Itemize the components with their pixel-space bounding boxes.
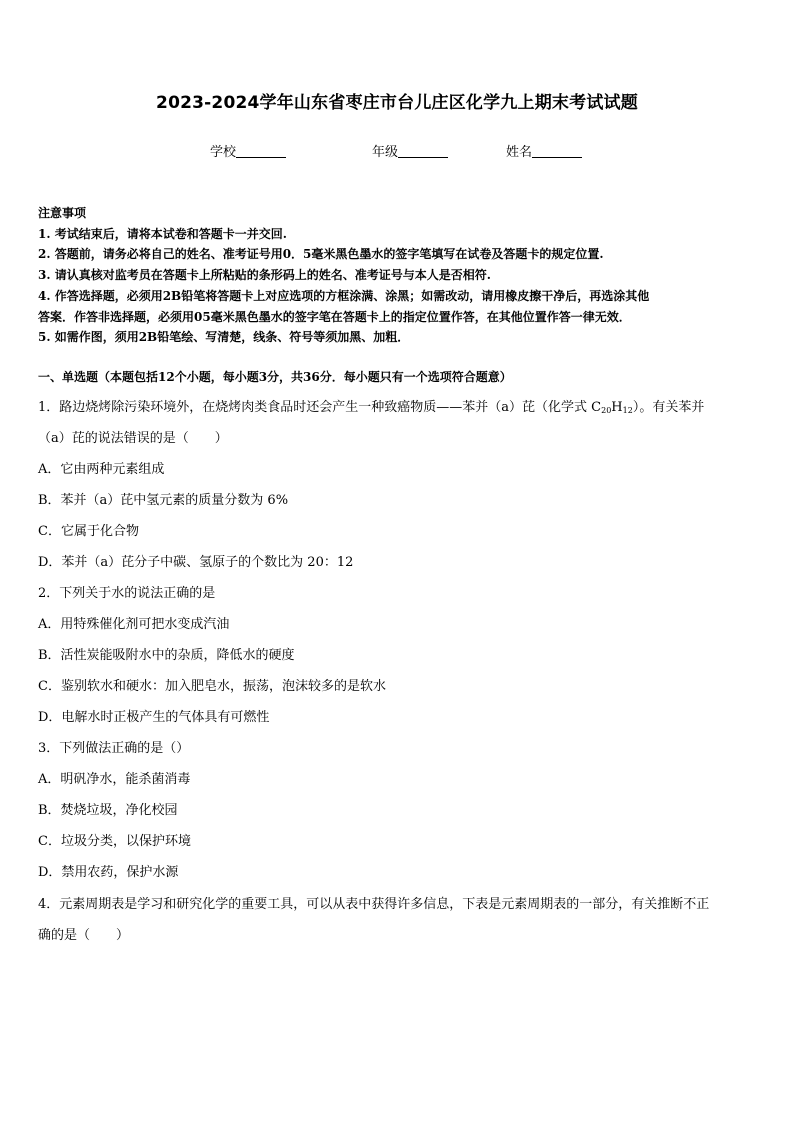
grade-blank[interactable] bbox=[398, 143, 448, 158]
notice-item: 答案．作答非选择题，必须用05毫米黑色墨水的签字笔在答题卡上的指定位置作答，在其他位置作答一律无效． bbox=[38, 309, 631, 324]
question-4-stem-cont: 确的是（ ） bbox=[38, 928, 130, 943]
question-1-stem bbox=[38, 396, 704, 415]
q1-option-d: D．苯并（a）芘分子中碳、氢原子的个数比为 20：12 bbox=[38, 555, 354, 570]
question-2-stem: 2．下列关于水的说法正确的是 bbox=[38, 586, 216, 601]
grade-field[interactable] bbox=[372, 141, 448, 160]
page-title: 2023-2024学年山东省枣庄市台儿庄区化学九上期末考试试题 bbox=[156, 93, 638, 113]
notice-item: 2. 答题前，请务必将自己的姓名、准考证号用0．5毫米黑色墨水的签字笔填写在试卷及答题卡的规定位置. bbox=[38, 247, 604, 262]
notice-item: 3. 请认真核对监考员在答题卡上所粘贴的条形码上的姓名、准考证号与本人是否相符. bbox=[38, 268, 491, 283]
q1-hydrogen-symbol: H bbox=[611, 400, 623, 415]
school-label: 学校 bbox=[210, 145, 237, 160]
q2-option-b: B．活性炭能吸附水中的杂质，降低水的硬度 bbox=[38, 648, 295, 663]
question-3-stem: 3．下列做法正确的是（） bbox=[38, 741, 190, 756]
q1-stem-text: 1．路边烧烤除污染环境外，在烧烤肉类食品时还会产生一种致癌物质——苯并（a）芘（化学式 C bbox=[38, 400, 602, 415]
q3-option-b: B．焚烧垃圾，净化校园 bbox=[38, 803, 178, 818]
name-blank[interactable] bbox=[532, 143, 582, 158]
name-label: 姓名 bbox=[506, 145, 533, 160]
question-1-stem-cont: （a）芘的说法错误的是（ ） bbox=[38, 431, 228, 446]
q2-option-a: A．用特殊催化剂可把水变成汽油 bbox=[38, 617, 230, 632]
q3-option-d: D．禁用农药，保护水源 bbox=[38, 865, 179, 880]
question-4-stem: 4．元素周期表是学习和研究化学的重要工具，可以从表中获得许多信息，下表是元素周期表的一部分，有关推断不正 bbox=[38, 897, 710, 912]
section-title: 一、单选题（本题包括12个小题，每小题3分，共36分．每小题只有一个选项符合题意） bbox=[38, 370, 512, 384]
grade-label: 年级 bbox=[372, 145, 399, 160]
q1-stem-text-end: ）。有关苯并 bbox=[632, 400, 705, 415]
q3-option-a: A．明矾净水，能杀菌消毒 bbox=[38, 772, 191, 787]
q1-option-b: B．苯并（a）芘中氢元素的质量分数为 6% bbox=[38, 493, 289, 508]
q1-subscript-carbon: 20 bbox=[601, 406, 612, 415]
notice-item: 4. 作答选择题，必须用2B铅笔将答题卡上对应选项的方框涂满、涂黑；如需改动，请用橡皮擦干净后，再选涂其他 bbox=[38, 288, 650, 303]
notice-item: 5. 如需作图，须用2B铅笔绘、写清楚，线条、符号等须加黑、加粗． bbox=[38, 330, 410, 345]
q1-subscript-hydrogen: 12 bbox=[622, 406, 633, 415]
q1-option-a: A．它由两种元素组成 bbox=[38, 462, 165, 477]
notice-item: 1. 考试结束后，请将本试卷和答题卡一并交回. bbox=[38, 226, 287, 241]
q2-option-c: C．鉴别软水和硬水：加入肥皂水，振荡，泡沫较多的是软水 bbox=[38, 679, 386, 694]
q3-option-c: C．垃圾分类，以保护环境 bbox=[38, 834, 191, 849]
q1-option-c: C．它属于化合物 bbox=[38, 524, 139, 539]
q2-option-d: D．电解水时正极产生的气体具有可燃性 bbox=[38, 710, 270, 725]
notice-heading: 注意事项 bbox=[38, 206, 87, 220]
school-field[interactable] bbox=[210, 141, 286, 160]
name-field[interactable] bbox=[506, 141, 582, 160]
school-blank[interactable] bbox=[236, 143, 286, 158]
notice-block bbox=[38, 203, 758, 348]
